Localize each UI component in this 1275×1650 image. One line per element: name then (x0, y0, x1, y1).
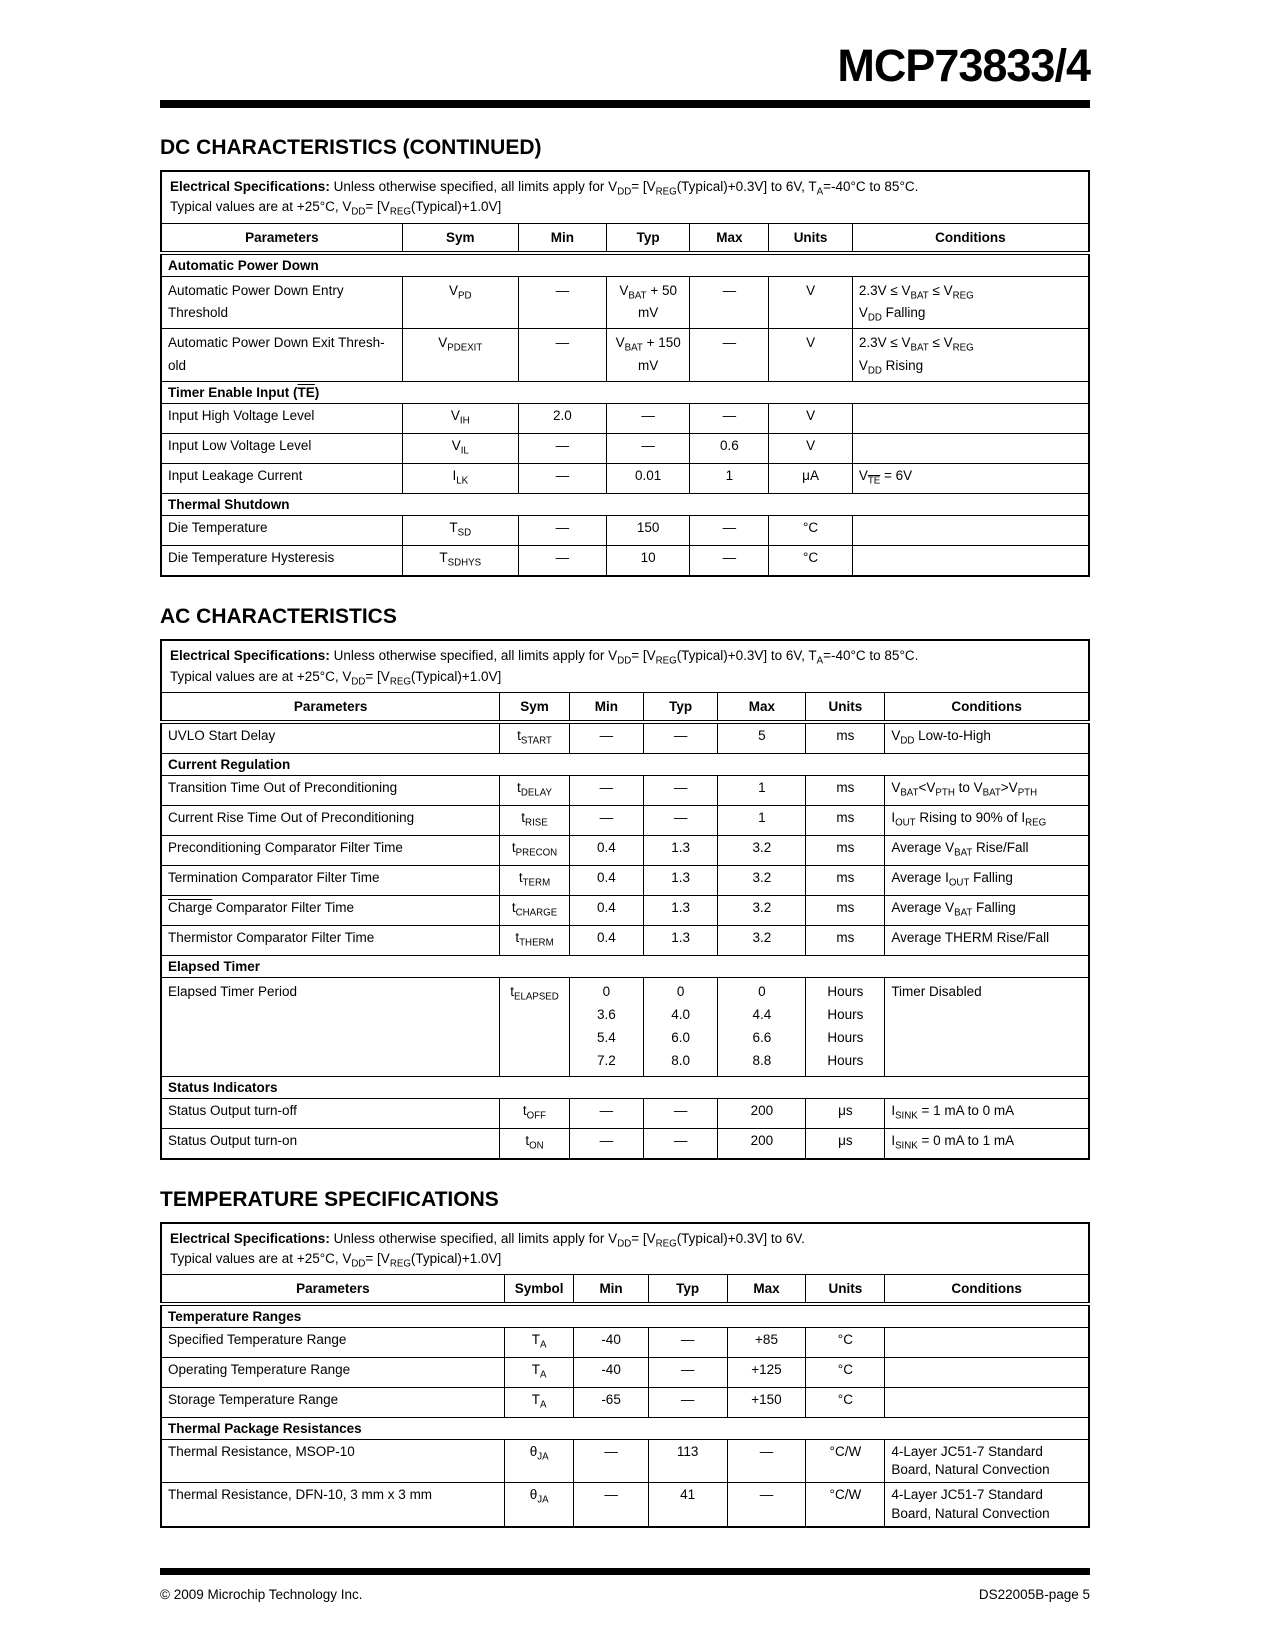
column-header-typ: Typ (606, 223, 690, 253)
table-row (161, 1388, 1089, 1418)
cell-parameter: Preconditioning Comparator Filter Time (161, 835, 500, 865)
cell-conditions: $2.3V \le V_{BAT} \le V_{REG}$ $V_{DD}$ Falling (852, 276, 1089, 329)
cell-min: — (518, 546, 606, 577)
cell-min: 0.4 (569, 925, 643, 955)
cell-conditions: $V_{BAT}<V_{PTH}$ to $V_{BAT}>V_{PTH}$ (885, 775, 1089, 805)
cell-symbol: $t_{RISE}$ (500, 805, 570, 835)
cell-typ: $V_{BAT} + 50$ mV (606, 276, 690, 329)
cell-min: — (574, 1440, 648, 1483)
electrical-specs-row (161, 171, 1089, 223)
table-row (161, 1128, 1089, 1159)
cell-conditions (852, 516, 1089, 546)
column-header-units: Units (769, 223, 853, 253)
cell-max: — (690, 276, 769, 329)
cell-parameter: Elapsed Timer Period (161, 977, 500, 1076)
table-row (161, 1440, 1089, 1483)
cell-symbol: $T_A$ (504, 1388, 574, 1418)
table-row (161, 722, 1089, 754)
column-header-parameters: Parameters (161, 223, 402, 253)
page-footer (160, 1568, 1090, 1602)
table-row (161, 464, 1089, 494)
cell-symbol: $V_{IL}$ (402, 434, 518, 464)
cell-max: — (690, 404, 769, 434)
cell-conditions (885, 1328, 1089, 1358)
cell-max: — (690, 329, 769, 382)
cell-max: 1 (718, 775, 806, 805)
cell-conditions (885, 1358, 1089, 1388)
table-row (161, 865, 1089, 895)
table-row (161, 835, 1089, 865)
cell-conditions: 4-Layer JC51-7 Standard Board, Natural Convection (885, 1440, 1089, 1483)
cell-typ: 150 (606, 516, 690, 546)
cell-max: 0.6 (690, 434, 769, 464)
subsection-header-row (161, 1304, 1089, 1328)
cell-conditions: $I_{OUT}$ Rising to 90% of $I_{REG}$ (885, 805, 1089, 835)
column-header-min: Min (569, 692, 643, 722)
cell-typ: 1.3 (644, 895, 718, 925)
cell-symbol: $T_A$ (504, 1328, 574, 1358)
cell-units: °C/W (806, 1483, 885, 1527)
cell-units: V (769, 434, 853, 464)
electrical-specs-note: Electrical Specifications: Unless otherwise specified, all limits apply for $V_{DD}=$ $[V_{REG}(Typical)+0.3V]$ to 6V, $T_A=-40^\circ C$ to 85°C. Typical values are at +25°C, $V_{DD}=$ $[V_{REG}(Typical)+1.0V]$ (161, 640, 1089, 692)
page-content (160, 0, 1090, 1528)
table-row (161, 1098, 1089, 1128)
cell-conditions: $V_{DD}$ Low-to-High (885, 722, 1089, 754)
cell-parameter: Automatic Power Down Exit Thresh- old (161, 329, 402, 382)
electrical-specs-row (161, 1223, 1089, 1275)
cell-typ: — (644, 722, 718, 754)
cell-typ: $V_{BAT} + 150$ mV (606, 329, 690, 382)
cell-symbol: $t_{CHARGE}$ (500, 895, 570, 925)
cell-min: — (574, 1483, 648, 1527)
cell-min: — (569, 1098, 643, 1128)
cell-conditions: Average $V_{BAT}$ Rise/Fall (885, 835, 1089, 865)
cell-parameter: Thermal Resistance, MSOP-10 (161, 1440, 504, 1483)
cell-parameter: Input Low Voltage Level (161, 434, 402, 464)
cell-min: 0.4 (569, 895, 643, 925)
cell-max: — (690, 516, 769, 546)
column-header-conditions: Conditions (852, 223, 1089, 253)
cell-max: 1 (718, 805, 806, 835)
cell-parameter: Status Output turn-on (161, 1128, 500, 1159)
column-header-row (161, 1275, 1089, 1305)
cell-min: -65 (574, 1388, 648, 1418)
subsection-header-row (161, 494, 1089, 516)
subsection-title: Thermal Shutdown (161, 494, 1089, 516)
subsection-title: Temperature Ranges (161, 1304, 1089, 1328)
column-header-parameters: Parameters (161, 692, 500, 722)
subsection-title: Current Regulation (161, 753, 1089, 775)
footer-rule (160, 1568, 1090, 1575)
cell-max: 200 (718, 1098, 806, 1128)
footer-page-number: DS22005B-page 5 (978, 1587, 1090, 1602)
cell-conditions: Average $I_{OUT}$ Falling (885, 865, 1089, 895)
cell-typ: — (648, 1328, 727, 1358)
cell-min: 0 3.6 5.4 7.2 (569, 977, 643, 1076)
cell-typ: — (648, 1388, 727, 1418)
cell-conditions: $I_{SINK} = 1$ mA to 0 mA (885, 1098, 1089, 1128)
cell-units: V (769, 404, 853, 434)
table-row (161, 895, 1089, 925)
cell-min: — (569, 1128, 643, 1159)
cell-symbol: $I_{LK}$ (402, 464, 518, 494)
cell-parameter: Operating Temperature Range (161, 1358, 504, 1388)
ac-characteristics-table (160, 639, 1090, 1159)
subsection-header-row (161, 1418, 1089, 1440)
cell-typ: — (644, 805, 718, 835)
subsection-header-row (161, 253, 1089, 277)
cell-max: +85 (727, 1328, 806, 1358)
table-row (161, 977, 1089, 1076)
cell-min: — (518, 464, 606, 494)
cell-max: 3.2 (718, 925, 806, 955)
column-header-min: Min (518, 223, 606, 253)
cell-parameter: Thermal Resistance, DFN-10, 3 mm x 3 mm (161, 1483, 504, 1527)
column-header-conditions: Conditions (885, 1275, 1089, 1305)
cell-min: 2.0 (518, 404, 606, 434)
column-header-symbol: Symbol (504, 1275, 574, 1305)
cell-units: ms (806, 925, 885, 955)
section-heading-ac: AC CHARACTERISTICS (160, 605, 397, 629)
cell-units: °C (769, 546, 853, 577)
cell-conditions (852, 404, 1089, 434)
table-row (161, 329, 1089, 382)
cell-conditions (852, 546, 1089, 577)
cell-parameter: Input High Voltage Level (161, 404, 402, 434)
table-row (161, 404, 1089, 434)
cell-max: 3.2 (718, 835, 806, 865)
table-row (161, 1328, 1089, 1358)
cell-typ: 0 4.0 6.0 8.0 (644, 977, 718, 1076)
cell-conditions: Average THERM Rise/Fall (885, 925, 1089, 955)
cell-units: °C (769, 516, 853, 546)
cell-typ: 1.3 (644, 865, 718, 895)
cell-parameter: Specified Temperature Range (161, 1328, 504, 1358)
cell-symbol: $t_{TERM}$ (500, 865, 570, 895)
column-header-sym: Sym (402, 223, 518, 253)
cell-conditions: 4-Layer JC51-7 Standard Board, Natural Convection (885, 1483, 1089, 1527)
cell-max: +125 (727, 1358, 806, 1388)
header-rule (160, 100, 1090, 108)
cell-min: — (569, 775, 643, 805)
cell-min: -40 (574, 1328, 648, 1358)
cell-units: μs (806, 1098, 885, 1128)
cell-units: ms (806, 805, 885, 835)
cell-max: 3.2 (718, 895, 806, 925)
cell-typ: — (648, 1358, 727, 1388)
cell-max: +150 (727, 1388, 806, 1418)
column-header-max: Max (727, 1275, 806, 1305)
column-header-typ: Typ (648, 1275, 727, 1305)
cell-min: — (569, 805, 643, 835)
column-header-max: Max (718, 692, 806, 722)
cell-conditions (852, 434, 1089, 464)
doc-title: MCP73833/4 (837, 40, 1090, 91)
cell-symbol: $t_{ON}$ (500, 1128, 570, 1159)
table-row (161, 276, 1089, 329)
cell-min: — (518, 329, 606, 382)
cell-symbol: $t_{OFF}$ (500, 1098, 570, 1128)
cell-max: 1 (690, 464, 769, 494)
cell-min: — (518, 516, 606, 546)
specs-label: Electrical Specifications: (170, 179, 330, 194)
cell-parameter: UVLO Start Delay (161, 722, 500, 754)
cell-max: — (727, 1440, 806, 1483)
cell-typ: 1.3 (644, 925, 718, 955)
cell-units: ms (806, 865, 885, 895)
footer-copyright: © 2009 Microchip Technology Inc. (160, 1587, 363, 1602)
column-header-parameters: Parameters (161, 1275, 504, 1305)
cell-symbol: $T_A$ (504, 1358, 574, 1388)
cell-min: 0.4 (569, 835, 643, 865)
cell-symbol: $t_{THERM}$ (500, 925, 570, 955)
column-header-sym: Sym (500, 692, 570, 722)
cell-parameter: Transition Time Out of Preconditioning (161, 775, 500, 805)
specs-label: Electrical Specifications: (170, 1230, 330, 1246)
cell-typ: — (606, 434, 690, 464)
cell-parameter: Storage Temperature Range (161, 1388, 504, 1418)
cell-max: 0 4.4 6.6 8.8 (718, 977, 806, 1076)
subsection-title: Automatic Power Down (161, 253, 1089, 277)
cell-min: — (569, 722, 643, 754)
cell-typ: — (644, 1098, 718, 1128)
table-row (161, 1483, 1089, 1527)
cell-units: °C (806, 1388, 885, 1418)
table-row (161, 1358, 1089, 1388)
table-row (161, 775, 1089, 805)
cell-typ: — (606, 404, 690, 434)
column-header-min: Min (574, 1275, 648, 1305)
section-heading-dc: DC CHARACTERISTICS (CONTINUED) (160, 136, 542, 159)
table-row (161, 516, 1089, 546)
cell-typ: — (644, 775, 718, 805)
cell-typ: 0.01 (606, 464, 690, 494)
electrical-specs-note: Electrical Specifications: Unless otherwise specified, all limits apply for $V_{DD}=$ $[V_{REG}(Typical)+0.3V]$ to 6V. Typical values are at +25°C, $V_{DD}=$ $[V_{REG}(Typical)+1.0V]$ (161, 1223, 1089, 1275)
cell-units: ms (806, 895, 885, 925)
subsection-title: Thermal Package Resistances (161, 1418, 1089, 1440)
cell-symbol: $V_{IH}$ (402, 404, 518, 434)
cell-typ: — (644, 1128, 718, 1159)
cell-parameter: Termination Comparator Filter Time (161, 865, 500, 895)
subsection-title: Timer Enable Input $(\overline{TE})$ (161, 382, 1089, 404)
subsection-header-row (161, 382, 1089, 404)
cell-max: — (727, 1483, 806, 1527)
cell-units: ms (806, 835, 885, 865)
cell-units: ms (806, 722, 885, 754)
temperature-specifications-table (160, 1222, 1090, 1528)
cell-max: — (690, 546, 769, 577)
electrical-specs-note: Electrical Specifications: Unless otherwise specified, all limits apply for $V_{DD}=$ $[V_{REG}(Typical)+0.3V]$ to 6V, $T_A=-40^\circ C$ to 85°C. Typical values are at +25°C, $V_{DD}=$ $[V_{REG}(Typical)+1.0V]$ (161, 171, 1089, 223)
column-header-units: Units (806, 692, 885, 722)
table-row (161, 546, 1089, 577)
subsection-header-row (161, 1076, 1089, 1098)
cell-symbol: $T_{SDHYS}$ (402, 546, 518, 577)
table-row (161, 434, 1089, 464)
cell-typ: 10 (606, 546, 690, 577)
dc-characteristics-table (160, 170, 1090, 577)
cell-parameter: Current Rise Time Out of Preconditioning (161, 805, 500, 835)
specs-label: Electrical Specifications: (170, 648, 330, 664)
cell-parameter: Input Leakage Current (161, 464, 402, 494)
section-heading-temp: TEMPERATURE SPECIFICATIONS (160, 1187, 499, 1211)
cell-units: V (769, 329, 853, 382)
cell-parameter: Die Temperature Hysteresis (161, 546, 402, 577)
subsection-title: Status Indicators (161, 1076, 1089, 1098)
cell-max: 200 (718, 1128, 806, 1159)
column-header-conditions: Conditions (885, 692, 1089, 722)
subsection-header-row (161, 753, 1089, 775)
cell-symbol: $t_{START}$ (500, 722, 570, 754)
cell-min: -40 (574, 1358, 648, 1388)
cell-units: ms (806, 775, 885, 805)
cell-parameter: Automatic Power Down Entry Threshold (161, 276, 402, 329)
cell-units: V (769, 276, 853, 329)
column-header-max: Max (690, 223, 769, 253)
column-header-row (161, 692, 1089, 722)
cell-symbol: $V_{PD}$ (402, 276, 518, 329)
cell-typ: 1.3 (644, 835, 718, 865)
cell-min: — (518, 276, 606, 329)
cell-symbol: $V_{PDEXIT}$ (402, 329, 518, 382)
cell-parameter: Charge Comparator Filter Time (161, 895, 500, 925)
cell-symbol: $t_{DELAY}$ (500, 775, 570, 805)
subsection-header-row (161, 955, 1089, 977)
cell-conditions (885, 1388, 1089, 1418)
cell-parameter: Die Temperature (161, 516, 402, 546)
cell-max: 5 (718, 722, 806, 754)
table-row (161, 925, 1089, 955)
cell-parameter: Thermistor Comparator Filter Time (161, 925, 500, 955)
cell-typ: 41 (648, 1483, 727, 1527)
cell-max: 3.2 (718, 865, 806, 895)
cell-min: 0.4 (569, 865, 643, 895)
cell-units: °C (806, 1358, 885, 1388)
cell-conditions: Timer Disabled (885, 977, 1089, 1076)
cell-symbol: $\theta_{JA}$ (504, 1440, 574, 1483)
cell-units: °C (806, 1328, 885, 1358)
cell-parameter: Status Output turn-off (161, 1098, 500, 1128)
electrical-specs-row (161, 640, 1089, 692)
column-header-row (161, 223, 1089, 253)
table-row (161, 805, 1089, 835)
cell-units: °C/W (806, 1440, 885, 1483)
cell-symbol: $T_{SD}$ (402, 516, 518, 546)
cell-conditions: $2.3V \le V_{BAT} \le V_{REG}$ $V_{DD}$ Rising (852, 329, 1089, 382)
cell-conditions: Average $V_{BAT}$ Falling (885, 895, 1089, 925)
subsection-title: Elapsed Timer (161, 955, 1089, 977)
cell-units: Hours Hours Hours Hours (806, 977, 885, 1076)
cell-units: μA (769, 464, 853, 494)
cell-conditions: $V_{\overline{TE}} = 6V$ (852, 464, 1089, 494)
cell-symbol: $\theta_{JA}$ (504, 1483, 574, 1527)
cell-min: — (518, 434, 606, 464)
cell-units: μs (806, 1128, 885, 1159)
cell-symbol: $t_{ELAPSED}$ (500, 977, 570, 1076)
cell-conditions: $I_{SINK} = 0$ mA to 1 mA (885, 1128, 1089, 1159)
column-header-typ: Typ (644, 692, 718, 722)
cell-symbol: $t_{PRECON}$ (500, 835, 570, 865)
column-header-units: Units (806, 1275, 885, 1305)
cell-typ: 113 (648, 1440, 727, 1483)
